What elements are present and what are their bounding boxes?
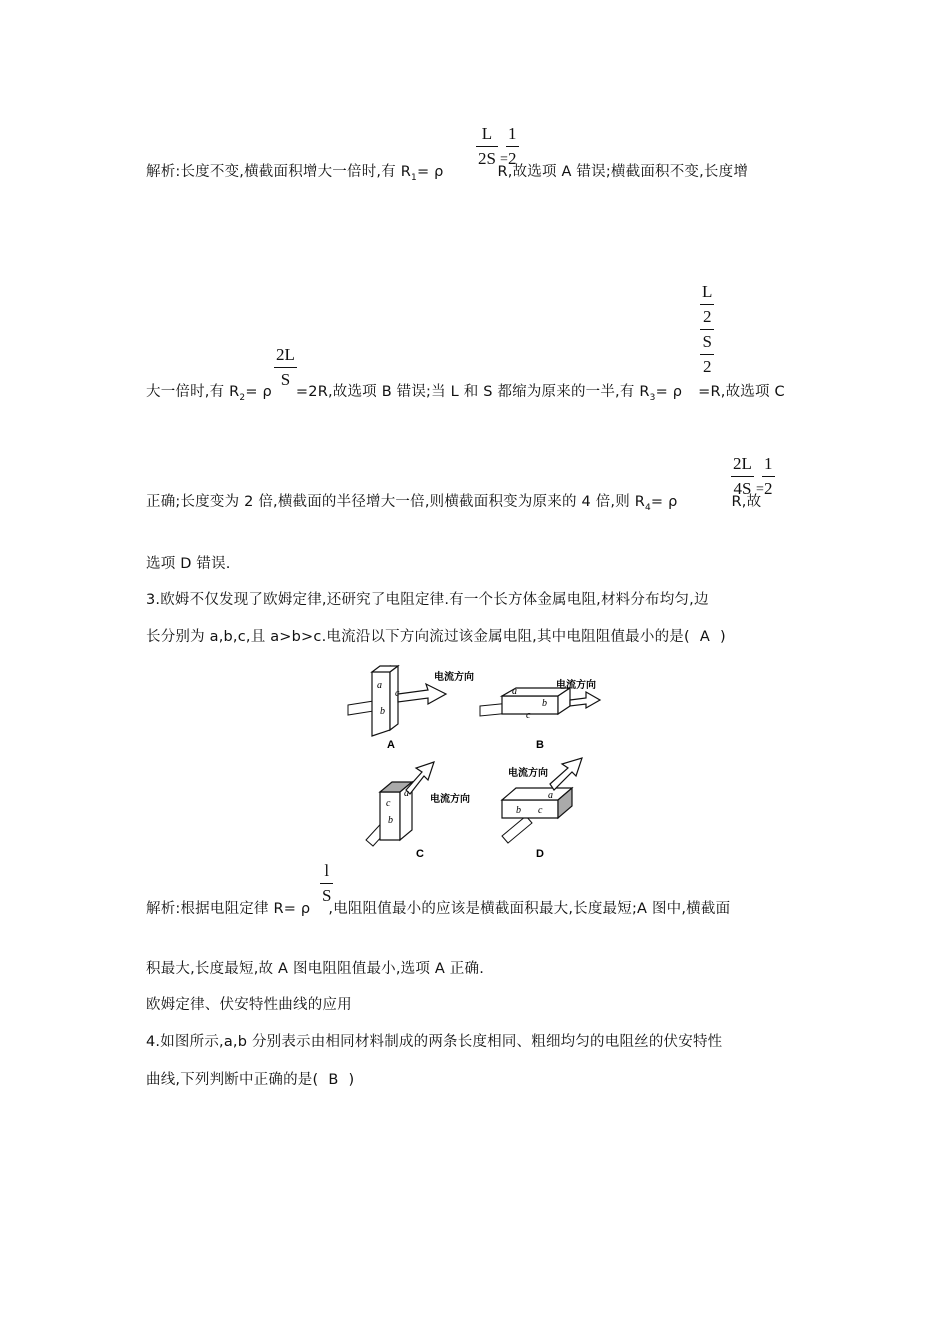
- solution2-line2: 大一倍时,有 $R_2= \rho =2R$,故选项 B 错误;当 L 和 S 都缩为原来的一半,有 $R_3= \rho =R$,故选项 C: [146, 384, 785, 403]
- edge-label-c: c: [538, 805, 543, 816]
- current-direction-label: 电流方向: [434, 672, 474, 683]
- edge-label-c: c: [526, 710, 531, 721]
- figure-label-c: C: [416, 848, 424, 860]
- equals-sign: =: [500, 152, 508, 167]
- edge-label-b: b: [380, 706, 385, 717]
- current-direction-label: 电流方向: [556, 680, 596, 691]
- figure-d: [502, 758, 582, 860]
- figure-label-a: A: [387, 739, 395, 751]
- question3-line1: 3.欧姆不仅发现了欧姆定律,还研究了电阻定律.有一个长方体金属电阻,材料分布均匀,边: [146, 592, 709, 608]
- edge-label-a: a: [512, 686, 517, 697]
- figure-label-d: D: [536, 848, 544, 860]
- edge-label-a: a: [548, 790, 553, 801]
- edge-label-b: b: [388, 815, 393, 826]
- current-direction-label: 电流方向: [508, 768, 548, 779]
- fraction-2L-over-4S: 2L 4S: [733, 454, 752, 498]
- current-direction-label: 电流方向: [430, 794, 470, 805]
- edge-label-a: a: [377, 680, 382, 691]
- question4-answer: B: [328, 1072, 339, 1088]
- question4-line1: 4.如图所示,a,b 分别表示由相同材料制成的两条长度相同、粗细均匀的电阻丝的伏安特性: [146, 1034, 723, 1050]
- edge-label-b: b: [542, 698, 547, 709]
- solution2-line4: 选项 D 错误.: [146, 556, 231, 572]
- figure-label-b: B: [536, 739, 544, 751]
- edge-label-c: c: [395, 688, 400, 699]
- fraction-L-over-2S: L 2S: [478, 124, 496, 168]
- equals-sign: =: [756, 482, 764, 497]
- resistor-direction-figures: [330, 660, 630, 865]
- edge-label-b: b: [516, 805, 521, 816]
- figure-b: [480, 678, 600, 751]
- question3-line2: 长分别为 a,b,c,且 a>b>c.电流沿以下方向流过该金属电阻,其中电阻阻值最小的是( A ): [146, 629, 726, 645]
- solution3-line2: 积最大,长度最短,故 A 图电阻阻值最小,选项 A 正确.: [146, 961, 485, 977]
- edge-label-c: c: [386, 798, 391, 809]
- solution2-line3: 正确;长度变为 2 倍,横截面的半径增大一倍,则横截面积变为原来的 4 倍,则 $R_4= \rho$ R,故: [146, 494, 762, 513]
- question4-line2: 曲线,下列判断中正确的是( B ): [146, 1072, 355, 1088]
- fraction-l-over-S: l S: [322, 861, 332, 905]
- figure-a: [348, 666, 474, 751]
- fraction-2L-over-S: 2L S: [276, 345, 295, 389]
- section-title: 欧姆定律、伏安特性曲线的应用: [146, 997, 352, 1013]
- compound-fraction-half-L-over-half-S: L 2 S 2: [702, 282, 713, 376]
- fraction-1-over-2: 1 2: [508, 124, 517, 168]
- solution2-line1: 解析:长度不变,横截面积增大一倍时,有 $R_1= \rho$ R,故选项 A 错误;横截面积不变,长度增: [146, 164, 749, 183]
- figure-c: [366, 762, 470, 860]
- edge-label-a: a: [404, 788, 409, 799]
- solution3-line1: 解析:根据电阻定律 R= ρ ,电阻阻值最小的应该是横截面积最大,长度最短;A 图中,横截面: [146, 901, 731, 917]
- question3-answer: A: [699, 629, 710, 645]
- fraction-1-over-2: 1 2: [764, 454, 773, 498]
